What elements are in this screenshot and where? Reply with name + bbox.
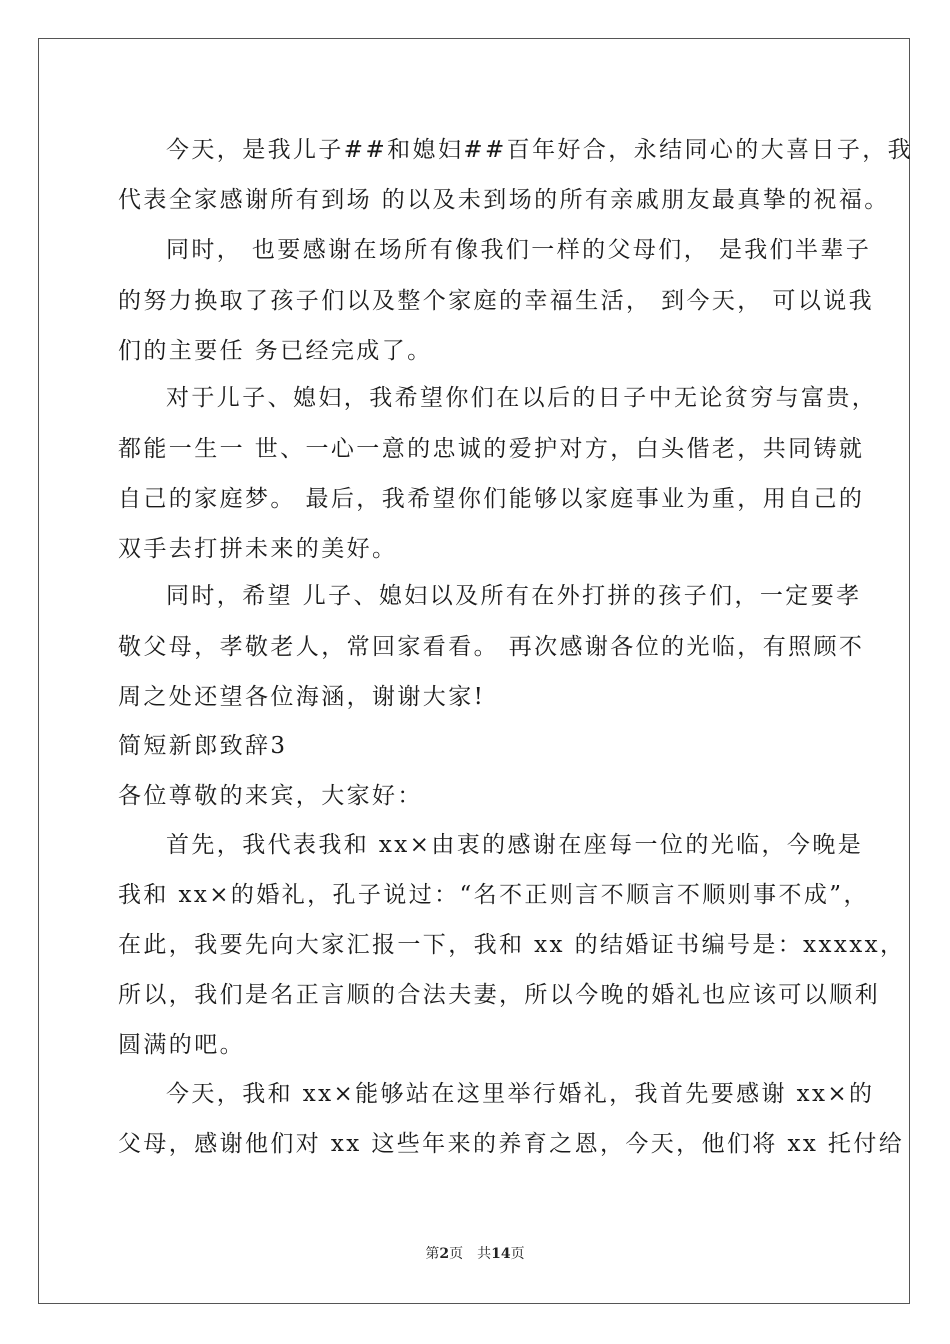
body-line-12: 周之处还望各位海涵，谢谢大家!	[118, 684, 486, 710]
body-line-19: 圆满的吧。	[118, 1032, 245, 1058]
body-line-1: 今天，是我儿子##和媳妇##百年好合，永结同心的大喜日子，我	[166, 137, 914, 163]
body-line-18: 所以，我们是名正言顺的合法夫妻，所以今晚的婚礼也应该可以顺利	[118, 982, 880, 1008]
body-line-16: 我和 xx×的婚礼，孔子说过：“名不正则言不顺言不顺则事不成”，	[118, 882, 869, 908]
salutation-line: 各位尊敬的来宾，大家好：	[118, 783, 423, 809]
body-line-17: 在此，我要先向大家汇报一下，我和 xx 的结婚证书编号是：xxxxx，	[118, 932, 906, 958]
body-line-3: 同时， 也要感谢在场所有像我们一样的父母们， 是我们半辈子	[166, 237, 872, 263]
total-page-count: 14	[491, 1246, 511, 1262]
body-line-8: 自己的家庭梦。 最后，我希望你们能够以家庭事业为重，用自己的	[118, 486, 865, 512]
body-line-15: 首先，我代表我和 xx×由衷的感谢在座每一位的光临，今晚是	[166, 832, 864, 858]
section-heading: 简短新郎致辞3	[118, 733, 288, 759]
footer-prefix: 第	[425, 1246, 440, 1262]
body-line-4: 的努力换取了孩子们以及整个家庭的幸福生活， 到今天， 可以说我	[118, 288, 875, 314]
body-line-11: 敬父母，孝敬老人，常回家看看。 再次感谢各位的光临，有照顾不	[118, 634, 865, 660]
current-page-number: 2	[439, 1246, 450, 1262]
page-border	[38, 38, 914, 1304]
page-footer	[0, 1245, 950, 1263]
body-line-6: 对于儿子、媳妇，我希望你们在以后的日子中无论贫穷与富贵，	[166, 385, 878, 411]
body-line-7: 都能一生一 世、一心一意的忠诚的爱护对方，白头偕老，共同铸就	[118, 436, 865, 462]
body-line-2: 代表全家感谢所有到场 的以及未到场的所有亲戚朋友最真挚的祝福。	[118, 187, 890, 213]
footer-suffix: 页	[510, 1246, 525, 1262]
body-line-5: 们的主要任 务已经完成了。	[118, 338, 433, 364]
footer-mid: 页 共	[449, 1246, 492, 1262]
body-line-21: 父母，感谢他们对 xx 这些年来的养育之恩，今天，他们将 xx 托付给	[118, 1131, 905, 1157]
body-line-10: 同时，希望 儿子、媳妇以及所有在外打拼的孩子们，一定要孝	[166, 583, 862, 609]
body-line-9: 双手去打拼未来的美好。	[118, 536, 398, 562]
body-line-20: 今天，我和 xx×能够站在这里举行婚礼，我首先要感谢 xx×的	[166, 1081, 875, 1107]
